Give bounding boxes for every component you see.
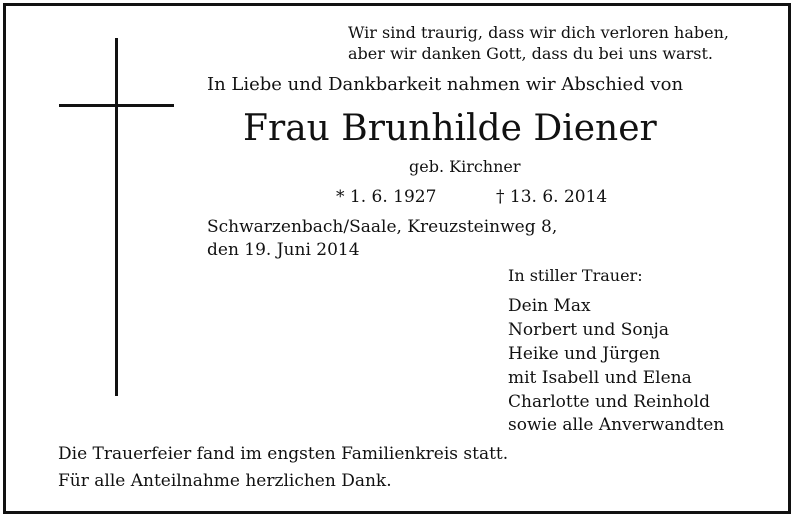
maiden-name: geb. Kirchner bbox=[409, 157, 521, 176]
cross-horizontal-bar bbox=[59, 104, 174, 107]
date-line: den 19. Juni 2014 bbox=[207, 240, 360, 260]
intro-text: In Liebe und Dankbarkeit nahmen wir Abschied von bbox=[207, 74, 684, 95]
mourner-name: Charlotte und Reinhold bbox=[508, 392, 710, 412]
birth-date: * 1. 6. 1927 bbox=[336, 187, 437, 207]
verse-line: Wir sind traurig, dass wir dich verloren haben, bbox=[348, 23, 729, 42]
deceased-name: Frau Brunhilde Diener bbox=[243, 108, 657, 149]
verse-line: aber wir danken Gott, dass du bei uns warst. bbox=[348, 44, 713, 63]
mourner-name: Dein Max bbox=[508, 296, 591, 316]
mourners-heading: In stiller Trauer: bbox=[508, 266, 643, 285]
mourner-name: mit Isabell und Elena bbox=[508, 368, 692, 388]
mourner-name: Norbert und Sonja bbox=[508, 320, 669, 340]
mourner-name: sowie alle Anverwandten bbox=[508, 415, 725, 435]
footer-line: Für alle Anteilnahme herzlichen Dank. bbox=[58, 471, 392, 491]
death-date: † 13. 6. 2014 bbox=[496, 187, 608, 207]
mourner-name: Heike und Jürgen bbox=[508, 344, 661, 364]
place-line: Schwarzenbach/Saale, Kreuzsteinweg 8, bbox=[207, 217, 558, 237]
footer-line: Die Trauerfeier fand im engsten Familienkreis statt. bbox=[58, 444, 509, 464]
cross-vertical-bar bbox=[115, 38, 118, 396]
